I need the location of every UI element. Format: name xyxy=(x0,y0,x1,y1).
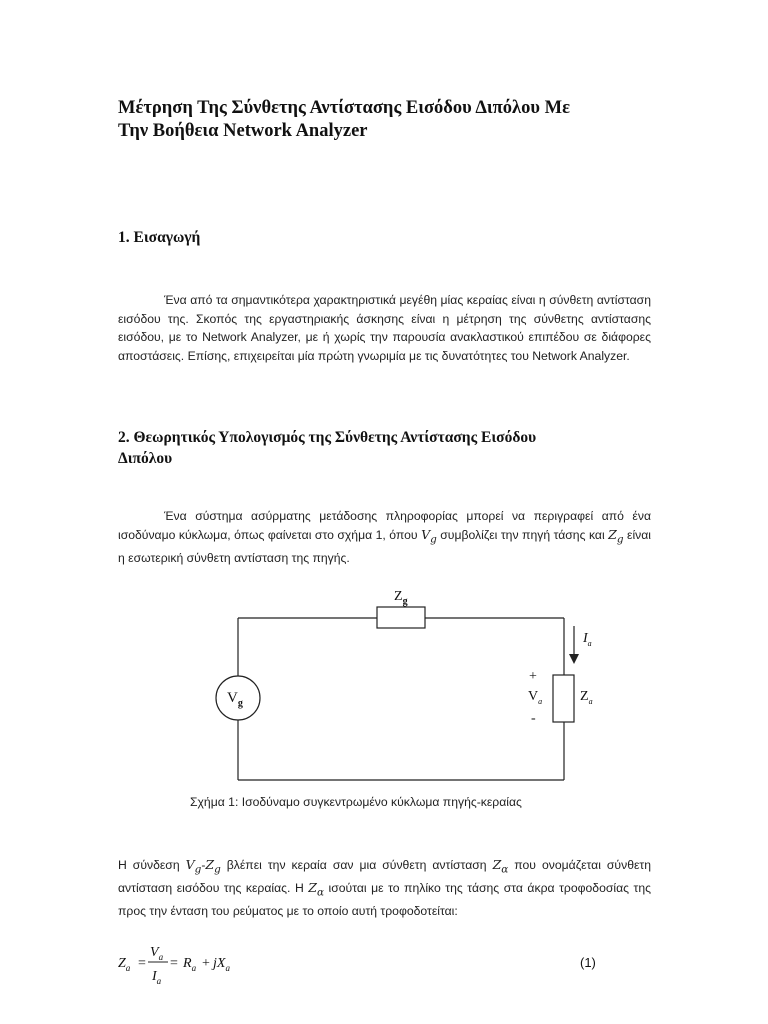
symbol-zg2-sub: g xyxy=(214,863,221,876)
para-a-text-1: Ένα σύστημα ασύρματης μετάδοσης πληροφορίας μπορεί να περιγραφεί από ένα ισοδύναμο κύκλωμα, όπως φαίνεται στο σχήμα 1, όπου xyxy=(118,509,651,542)
symbol-za2-base: Z xyxy=(308,880,317,896)
para-a-text-2: συμβολίζει την πηγή τάσης και xyxy=(436,527,609,542)
symbol-za-base: Z xyxy=(492,857,502,872)
section-2-heading-line-2: Διπόλου xyxy=(118,450,173,467)
eq-numerator: $V_a$ xyxy=(150,945,164,962)
equation-number: (1) xyxy=(580,955,596,970)
eq-r: $R_a$ xyxy=(183,956,197,973)
para-b-text-4: ισούται με το πηλίκο της τάσης στα άκρα τροφοδοσίας της προς την ένταση του ρεύματος με το οποίο αυτή τροφοδοτείται: xyxy=(118,881,651,919)
title-line-2: Την Βοήθεια Network Analyzer xyxy=(118,121,368,141)
minus-sign: - xyxy=(531,711,536,726)
symbol-zg-base: Z xyxy=(608,526,617,542)
para-b-text-2: βλέπει την κεραία σαν μια σύνθετη αντίσταση xyxy=(220,858,493,872)
symbol-za2-sub: α xyxy=(316,886,324,899)
eq-lhs: $Z_a$ xyxy=(118,956,131,973)
eq-plus: + xyxy=(202,956,210,971)
eq-denominator: $I_a$ xyxy=(152,969,162,986)
para-a-text-3: είναι η εσωτερική σύνθετη αντίσταση της πηγής. xyxy=(118,527,652,565)
vg-label: $V_g$ xyxy=(227,690,243,709)
za-label: $Z_a$ xyxy=(580,689,593,706)
dash: - xyxy=(201,858,206,872)
symbol-vg2-sub: g xyxy=(194,863,202,876)
figure-caption: Σχήμα 1: Ισοδύναμο συγκεντρωμένο κύκλωμα πηγής-κεραίας xyxy=(190,795,522,809)
eq-equals-2: = xyxy=(170,956,178,971)
va-label: $V_a$ xyxy=(528,689,543,706)
symbol-vg-base: V xyxy=(421,526,431,542)
plus-sign: + xyxy=(529,669,537,684)
title-line-1: Μέτρηση Της Σύνθετης Αντίστασης Εισόδου Διπόλου Με xyxy=(118,98,570,118)
intro-text: Ένα από τα σημαντικότερα χαρακτηριστικά μεγέθη μίας κεραίας είναι η σύνθετη αντίσταση εισόδου της. Σκοπός της εργαστηριακής άσκησης είναι η μέτρηση της σύνθετης αντίστασης εισόδου, με το Network Analyzer, με ή χωρίς την παρουσία ανακλαστικού επιπέδου σε διάφορες αποστάσεις. Επίσης, επιχειρείται μία πρώτη γνωριμία με τις δυνατότητες του Network Analyzer. xyxy=(118,293,651,363)
para-b-text-3: που ονομάζεται σύνθετη αντίσταση εισόδου της κεραίας. Η xyxy=(118,858,651,896)
section-2-heading-line-1: 2. Θεωρητικός Υπολογισμός της Σύνθετης Αντίστασης Εισόδου xyxy=(118,429,537,446)
symbol-zg2-base: Z xyxy=(205,857,215,872)
symbol-za-sub: α xyxy=(501,863,509,876)
para-b-text-1: Η σύνδεση xyxy=(118,858,186,872)
section-1-heading: 1. Εισαγωγή xyxy=(118,229,201,246)
symbol-vg2-base: V xyxy=(185,857,195,872)
symbol-zg-sub: g xyxy=(616,533,624,546)
eq-equals-1: = xyxy=(138,956,146,971)
zg-label: $Z_g$ xyxy=(394,589,408,607)
symbol-vg-sub: g xyxy=(430,533,437,546)
ia-label: $I_a$ xyxy=(583,631,592,648)
eq-jx: $jX_a$ xyxy=(213,956,230,973)
